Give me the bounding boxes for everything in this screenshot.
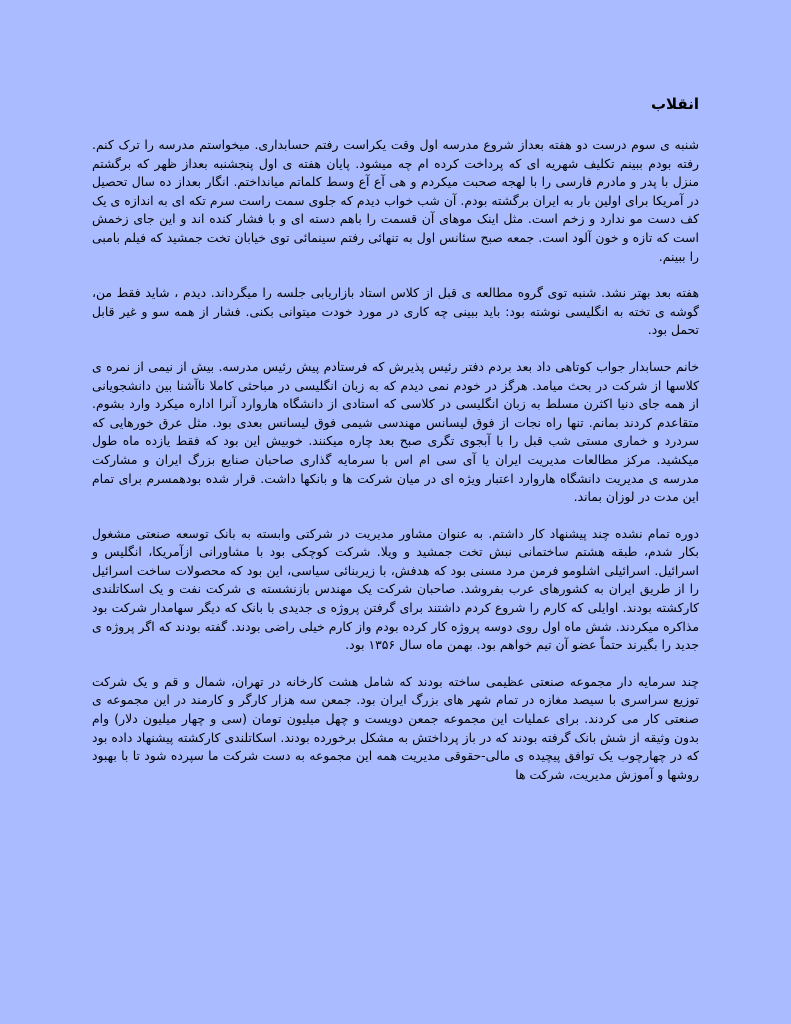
paragraph-3: خانم حسابدار جواب کوتاهی داد بعد بردم دفتر رئیس پذیرش که فرستادم پیش رئیس مدرسه. بیش از نیمی از نمره ی کلاسها از شرکت در بحث میامد. هرگز در خودم نمی دیدم که به زبان انگلیسی در مباحثی کاملا ناآشنا بین دانشجویانی از همه جای دنیا اکثرن مسلط به زبان انگلیسی در کلاسی که استادی از دانشگاه هاروارد آنرا اداره میکرد وارد بشوم. متقاعدم کردند بمانم. تنها راه نجات از فوق لیسانس مهندسی شیمی فوق لیسانس بعدی بود. مثل عرق خورهایی که سردرد و خماری مستی شب قبل را با آبجوی تگری صبح بعد چاره میکنند. خوبیش این بود که فقط یازده ماه طول میکشید. مرکز مطالعات مدیریت ایران یا آی سی ام اس با سرمایه گذاری صاحبان صنایع بزرگ ایران و مشارکت مدرسه ی مدیریت دانشگاه هاروارد اعتبار ویژه ای در میان شرکت ها و بانکها داشت. قرار شده بودهمسرم برای تمام این مدت در لوزان بماند. [92,358,699,505]
paragraph-4: دوره تمام نشده چند پیشنهاد کار داشتم. به عنوان مشاور مدیریت در شرکتی وابسته به بانک توسعه صنعتی مشغول بکار شدم، طبقه هشتم ساختمانی نبش تخت جمشید و ویلا. شرکت کوچکی بود با مشاورانی ازآمریکا، انگلیس و اسرائیل. اسرائیلی اشلومو فرمن مرد مسنی بود که هدفش، با زیربنائی سیاسی، این بود که محصولات ساخت اسرائیل را از طریق ایران به کشورهای عرب بفروشد. صاحبان شرکت یک مهندس بازنشسته ی شرکت نفت و یک اسکاتلندی کارکشته بودند. اوایلی که کارم را شروع کردم داشتند برای گرفتن پروژه ی جدیدی با بانک که دیگر سهامدار شرکت بود مذاکره میکردند. شش ماه اول روی دوسه پروژه کار کرده بودم واز کارم خیلی راضی بودند. گفته بودند که اگر پروژه ی جدید را بگیرند حتماً عضو آن تیم خواهم بود. بهمن ماه سال ۱۳۵۶ بود. [92,525,699,653]
paragraph-1: شنبه ی سوم درست دو هفته بعداز شروع مدرسه اول وقت یکراست رفتم حسابداری. میخواستم مدرسه را ترک کنم. رفته بودم ببینم تکلیف شهریه ای که پرداخت کرده ام چه میشود. پایان هفته ی اول پنجشنبه بعداز ظهر که برگشتم منزل با پدر و مادرم فارسی را با لهجه صحبت میکردم و هی آع آع وسط کلماتم میانداختم. انگار بعداز ده سال تحصیل در آمریکا برای اولین بار به ایران برگشته بودم. آن شب خواب دیدم که جلوی سمت راست سرم تکه ای به اندازه ی یک کف دست مو ندارد و زخم است. مثل اینک موهای آن قسمت را باهم دسته ای و با فشار کنده اند و این جای زخمش است که تازه و خون آلود است. جمعه صبح سئانس اول به تنهائی رفتم سینمائی توی خیابان تخت جمشید که فیلم بامبی را ببینم. [92,137,699,264]
paragraph-5: چند سرمایه دار مجموعه صنعتی عظیمی ساخته بودند که شامل هشت کارخانه در تهران، شمال و قم و یک شرکت توزیع سراسری با سیصد مغازه در تمام شهر های بزرگ ایران بود. جمعن سه هزار کارگر و کارمند در این مجموعه ی صنعتی کار می کردند. برای عملیات این مجموعه جمعن دویست و چهل میلیون تومان (سی و چهار میلیون دلار) وام بدون وثیقه از شش بانک گرفته بودند که در باز پرداختش به مشکل برخورده بودند. اسکاتلندی کارکشته پیشنهاد داده بود که در چهارچوب یک توافق پیچیده ی مالی-حقوقی مدیریت همه این مجموعه به دست شرکت ما سپرده شود تا با بهبود روشها و آموزش مدیریت، شرکت ها [92,673,699,782]
paragraph-2: هفته بعد بهتر نشد. شنبه توی گروه مطالعه ی قبل از کلاس استاد بازاریابی جلسه را میگرداند. دیدم ، شاید فقط من، گوشه ی تخته به انگلیسی نوشته بود: باید ببینی چه کاری در مورد خودت میتوانی بکنی. فشار از همه سو و غیر قابل تحمل بود. [92,285,699,338]
document-title: انقلاب [650,95,699,113]
